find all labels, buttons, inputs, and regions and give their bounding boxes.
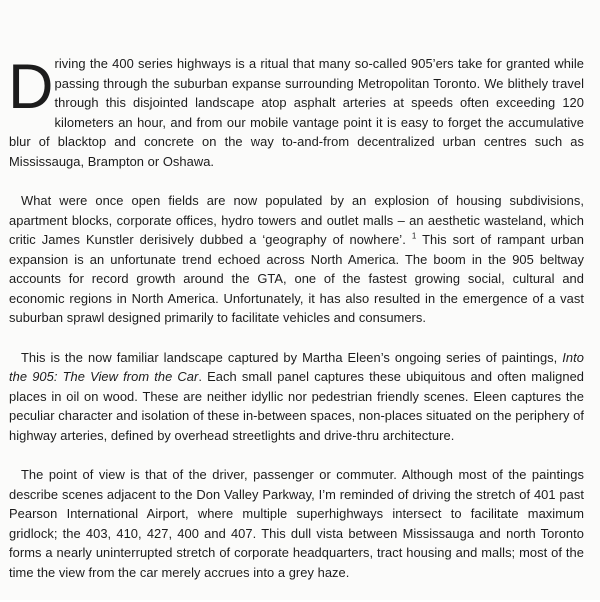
paragraph-3-rest: . Each small panel captures these ubiquitous and often maligned places in oil on wood. These are neither idyllic nor pedestrian friendly scenes. Eleen captures the peculiar character and isolation of these in-between spaces, non-places situated on the periphery of highway arteries, defined by overhead streetlights and drive-thru architecture. [9,369,585,443]
paragraph-4 [9,465,584,582]
paragraph-3-intro: This is the now familiar landscape captured by Martha Eleen’s ongoing series of paintings, [21,349,558,365]
paragraph-4-text: The point of view is that of the driver, passenger or commuter. Although most of the paintings describe scenes adjacent to the Don Valley Parkway, I’m reminded of driving the stretch of 401 past Pearson International Airport, where multiple superhighways intersect to facilitate maximum gridlock; the 403, 410, 427, 400 and 407. This dull vista between Mississauga and north Toronto forms a nearly uninterrupted stretch of corporate headquarters, tract housing and malls; most of the time the view from the car merely accrues into a grey haze. [9,467,584,580]
paragraph-2 [9,191,584,328]
essay-body [9,54,584,602]
paragraph-2-text-b: This sort of rampant urban expansion is an unfortunate trend echoed across North America. The boom in the 905 beltway accounts for record growth around the GTA, one of the fastest growing social, cultural and economic regions in North America. Unfortunately, it has also resulted in the emergence of a vast suburban sprawl designed primarily to facilitate vehicles and consumers. [9,232,584,325]
paragraph-2-text-a: What were once open fields are now populated by an explosion of housing subdivisions, apartment blocks, corporate offices, hydro towers and outlet malls – an aesthetic wasteland, which critic James Kunstler derisively dubbed a ‘geography of nowhere’. [9,193,584,247]
series-title: Into the 905: The View from the Car [9,349,584,384]
paragraph-1 [9,54,584,171]
footnote-marker: 1 [411,231,417,241]
drop-cap-letter: D [8,52,54,122]
paragraph-3 [9,348,584,446]
paragraph-1-text: riving the 400 series highways is a ritual that many so-called 905’ers take for granted while passing through the suburban expanse surrounding Metropolitan Toronto. We blithely travel through this disjointed landscape atop asphalt arteries at speeds often exceeding 120 kilometers an hour, and from our mobile vantage point it is easy to forget the accumulative blur of blacktop and concrete on the way to-and-from decentralized urban centres such as Mississauga, Brampton or Oshawa. [9,56,584,169]
